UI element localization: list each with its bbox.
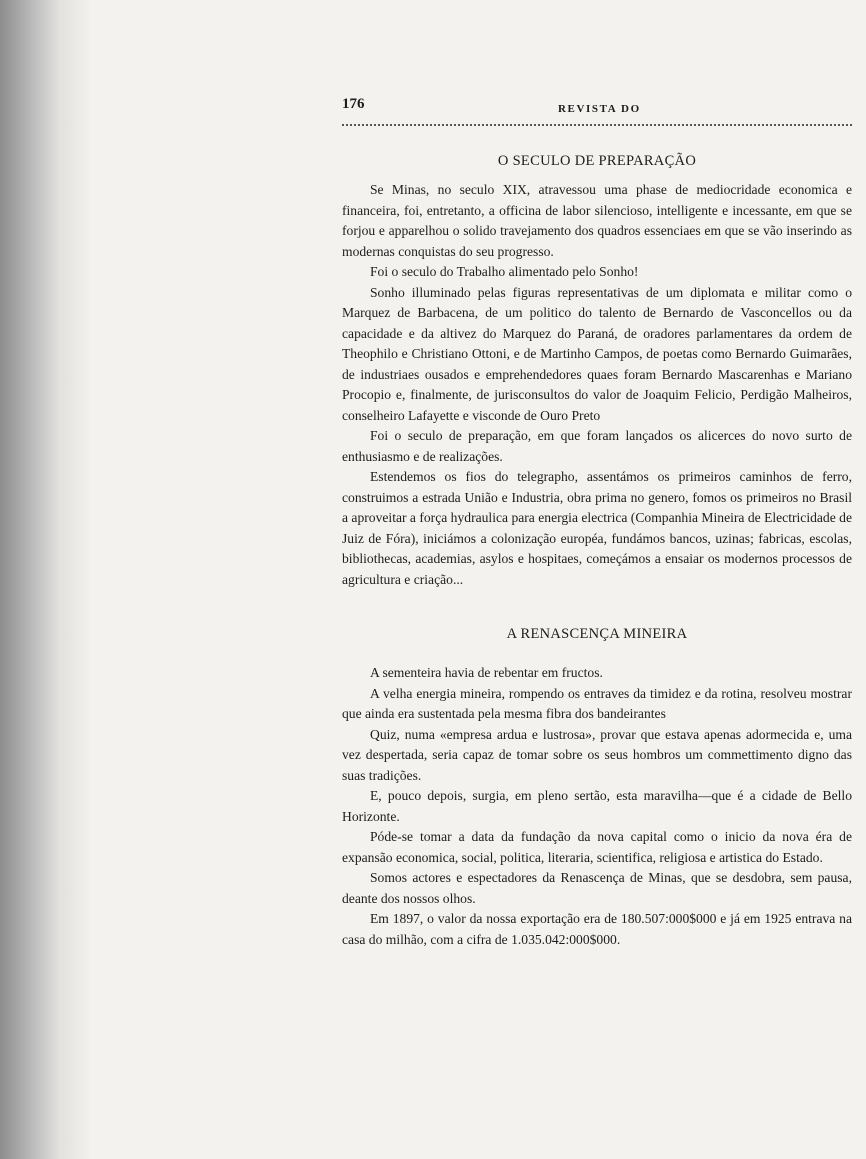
section-title-renascenca: A RENASCENÇA MINEIRA [506,626,688,642]
running-head: REVISTA DO [558,103,641,115]
section-title-seculo: O SECULO DE PREPARAÇÃO [497,153,697,169]
header-rule [342,124,852,126]
paragraph: Quiz, numa «empresa ardua e lustrosa», provar que estava apenas adormecida e, uma vez despertada, seria capaz de tomar sobre os seus hombros um commettimento digno das suas tradições. [342,726,852,783]
paragraph: Somos actores e espectadores da Renascença de Minas, que se desdobra, sem pausa, deante dos nossos olhos. [342,870,852,906]
section-body-renascenca [342,663,852,950]
paragraph: A sementeira havia de rebentar em fructos. [370,665,603,680]
page-number: 176 [342,96,365,112]
gutter-shadow [62,0,92,1159]
paragraph: Foi o seculo de preparação, em que foram lançados os alicerces do novo surto de enthusiasmo e de realizações. [342,428,852,464]
document-page [342,90,852,950]
paragraph: Foi o seculo do Trabalho alimentado pelo Sonho! [370,264,639,279]
paragraph: Em 1897, o valor da nossa exportação era de 180.507:000$000 e já em 1925 entrava na casa do milhão, com a cifra de 1.035.042:000$000. [342,911,852,947]
section-body-seculo [342,180,852,590]
paragraph: Estendemos os fios do telegrapho, assentámos os primeiros caminhos de ferro, construimos a estrada União e Industria, obra prima no genero, fomos os primeiros no Brasil a aproveitar a força hydraulica para energia electrica (Companhia Mineira de Electricidade de Juiz de Fóra), iniciámos a colonização européa, fundámos bancos, uzinas; fabricas, escolas, bibliothecas, academias, asylos e hospitaes, começámos a ensaiar os modernos processos de agricultura e criação... [342,469,852,587]
paragraph: A velha energia mineira, rompendo os entraves da timidez e da rotina, resolveu mostrar que ainda era sustentada pela mesma fibra dos bandeirantes [342,685,852,721]
paragraph: Se Minas, no seculo XIX, atravessou uma phase de mediocridade economica e financeira, foi, entretanto, a officina de labor silencioso, intelligente e incessante, em que se forjou e apparelhou o solido travejamento dos quadros essenciaes em que se vão inserindo as modernas conquistas do seu progresso. [342,182,852,259]
page-header [342,90,852,116]
book-binding-edge [0,0,62,1159]
paragraph: Sonho illuminado pelas figuras representativas de um diplomata e militar como o Marquez de Barbacena, de um politico do talento de Bernardo de Vasconcellos ou da capacidade e da altivez do Marquez do Paraná, de oradores parlamentares da ordem de Theophilo e Christiano Ottoni, e de Martinho Campos, de poetas como Bernardo Guimarães, de industriaes ousados e emprehendedores quaes foram Bernardo Mascarenhas e Mariano Procopio e, finalmente, de jurisconsultos do valor de Joaquim Felicio, Perdigão Malheiros, conselheiro Lafayette e visconde de Ouro Preto [342,284,852,423]
paragraph: E, pouco depois, surgia, em pleno sertão, esta maravilha—que é a cidade de Bello Horizonte. [342,788,852,824]
paragraph: Póde-se tomar a data da fundação da nova capital como o inicio da nova éra de expansão economica, social, politica, literaria, scientifica, religiosa e artistica do Estado. [342,829,852,865]
